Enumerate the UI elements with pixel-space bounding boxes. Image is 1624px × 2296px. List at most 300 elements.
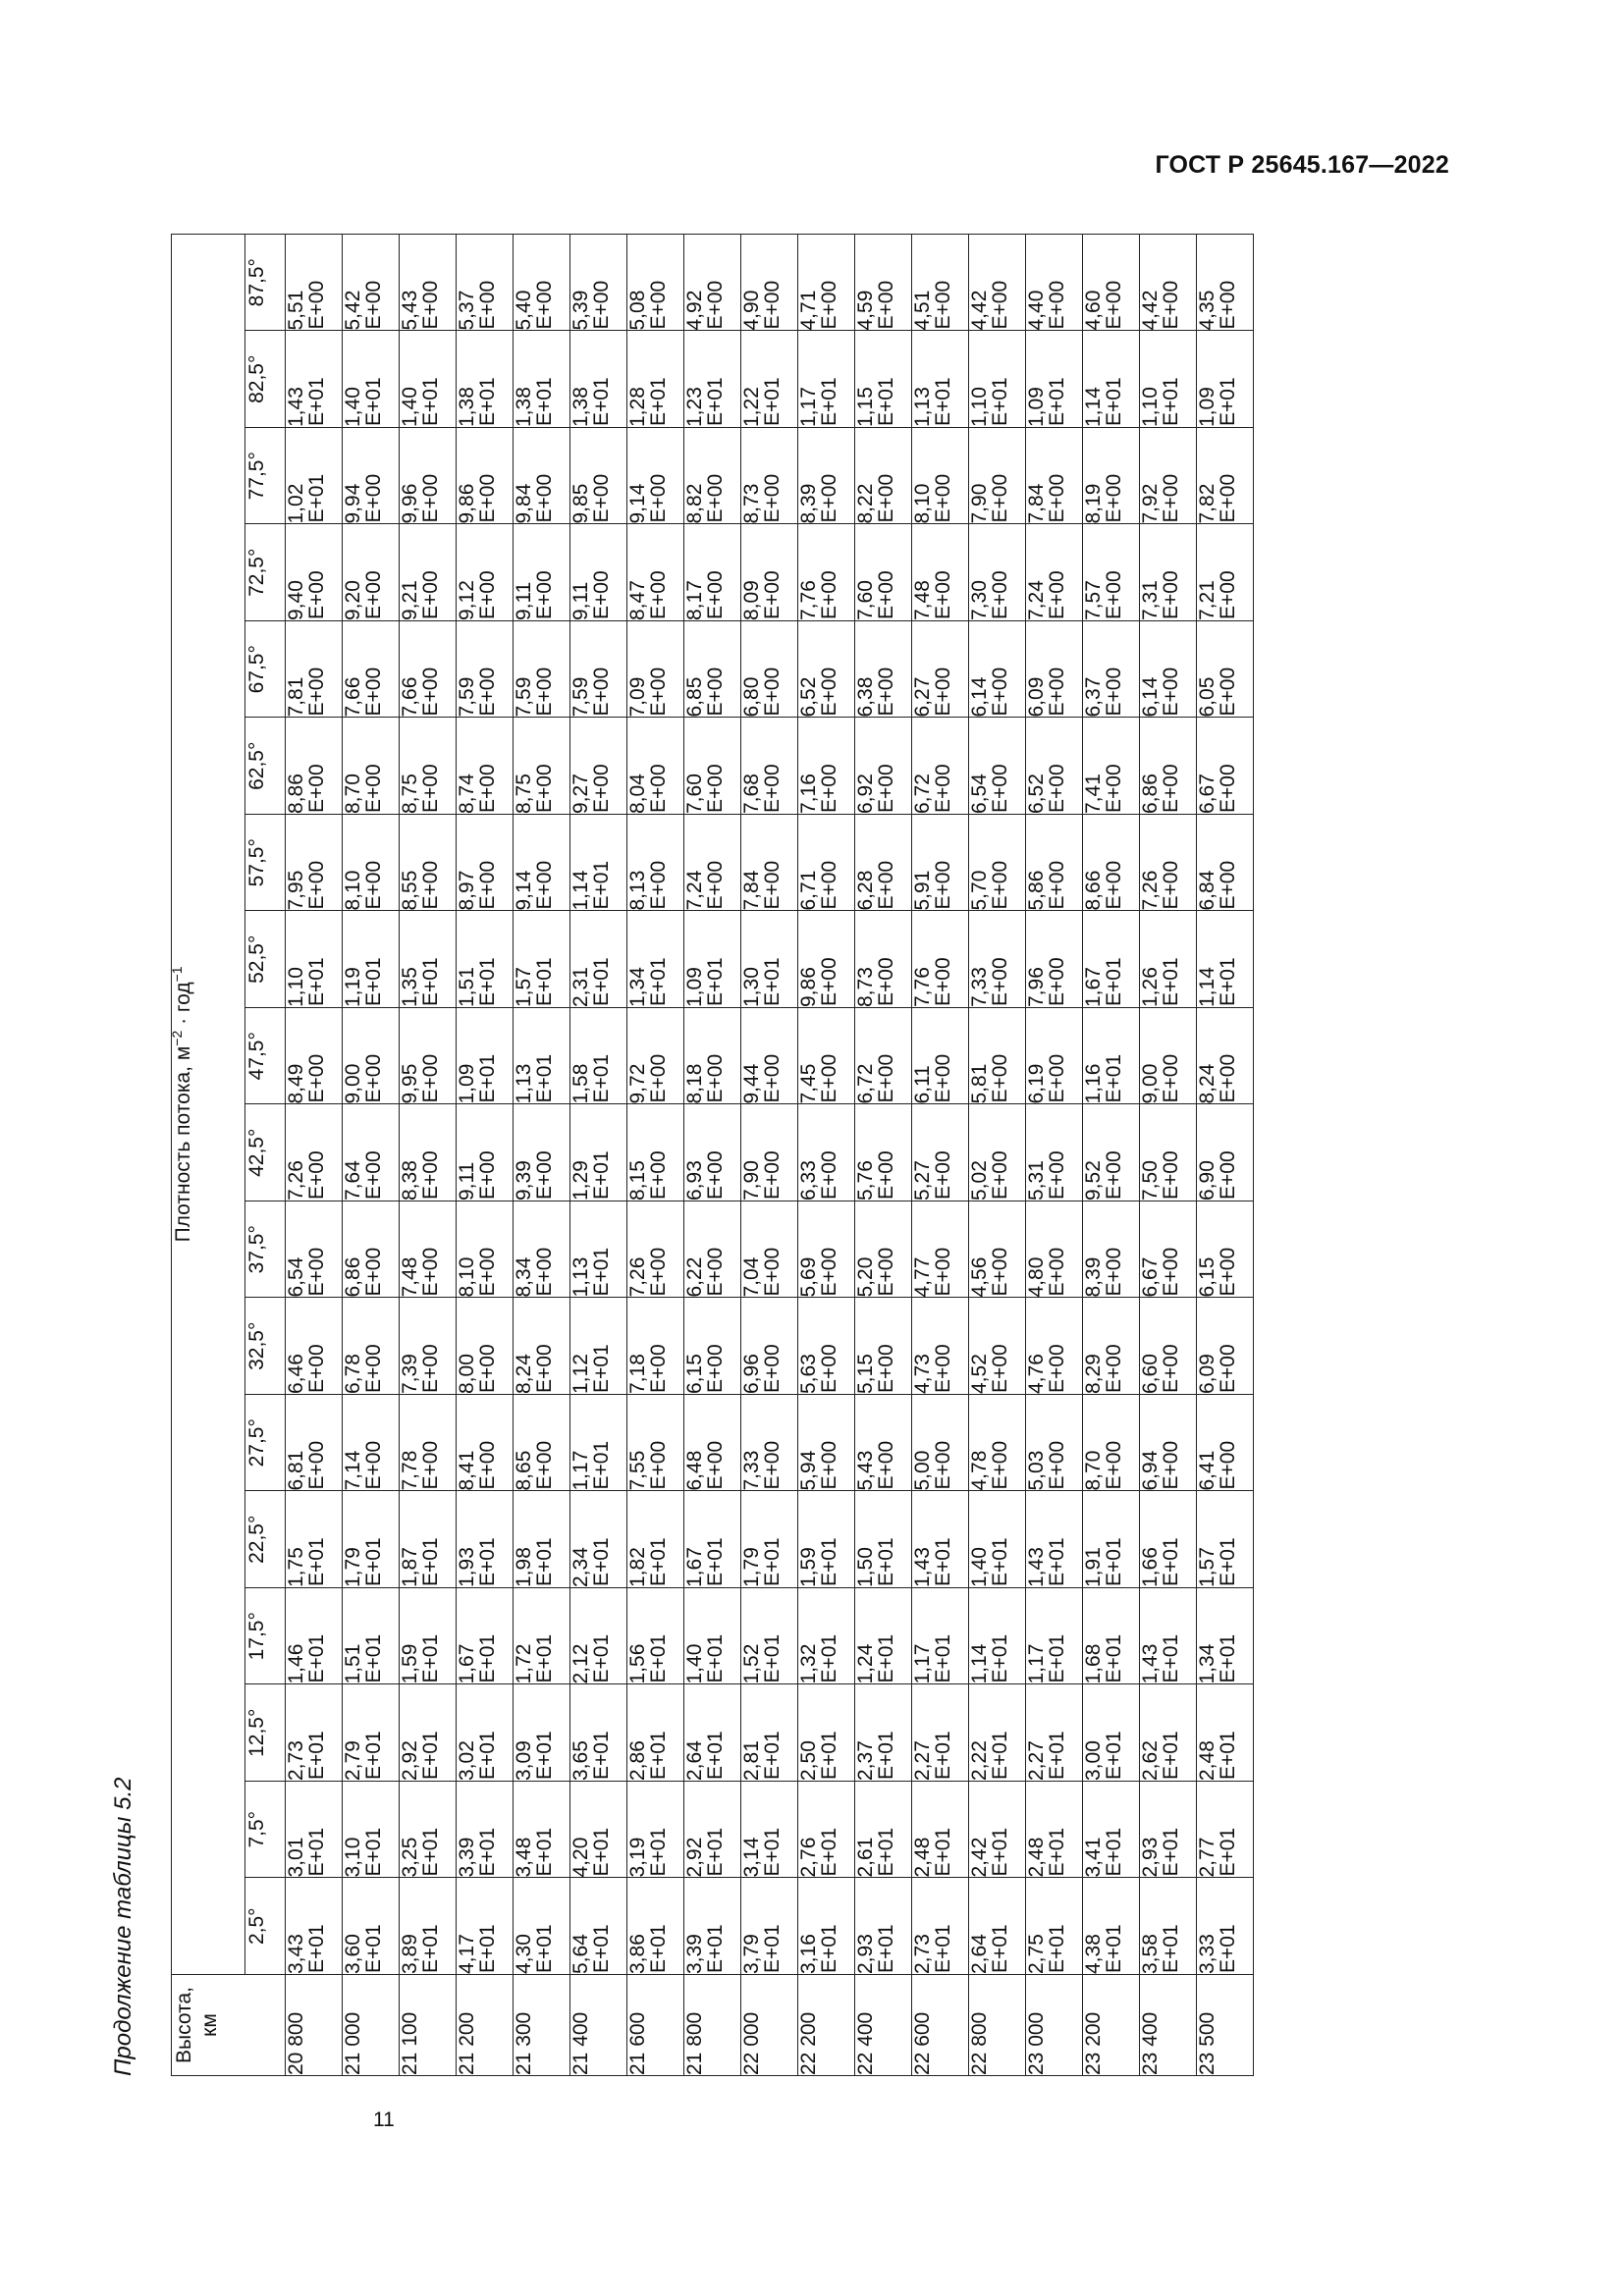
flux-mantissa: 8,49 <box>285 1063 307 1104</box>
flux-value-cell <box>1083 621 1140 719</box>
flux-value-cell <box>855 1201 912 1299</box>
flux-mantissa: 3,39 <box>456 1837 478 1878</box>
flux-exponent: E+01 <box>1160 1633 1183 1683</box>
flux-mantissa: 1,34 <box>1196 1643 1218 1684</box>
flux-value-cell <box>457 1878 514 1975</box>
flux-exponent: E+01 <box>419 1827 443 1877</box>
flux-exponent: E+00 <box>704 1344 728 1393</box>
flux-value-cell <box>343 234 400 331</box>
flux-mantissa: 1,79 <box>740 1547 763 1587</box>
flux-value-cell <box>1083 1878 1140 1975</box>
flux-exponent: E+00 <box>1103 1440 1126 1490</box>
flux-value-cell <box>570 234 627 331</box>
flux-exponent: E+00 <box>1046 280 1069 330</box>
flux-value-cell <box>741 1395 798 1492</box>
flux-value-cell <box>912 1201 969 1299</box>
flux-value-cell <box>798 1201 855 1299</box>
flux-value-cell <box>627 1684 684 1782</box>
flux-exponent: E+00 <box>932 570 955 619</box>
flux-mantissa: 1,75 <box>285 1547 307 1587</box>
flux-exponent: E+00 <box>1160 1247 1183 1297</box>
flux-value-cell <box>457 1491 514 1588</box>
flux-value-cell <box>457 621 514 719</box>
flux-mantissa: 1,19 <box>342 967 364 1007</box>
flux-value-cell <box>400 234 457 331</box>
flux-mantissa: 2,79 <box>342 1740 364 1781</box>
flux-value-cell <box>1026 1008 1083 1105</box>
flux-mantissa: 2,93 <box>1139 1837 1162 1878</box>
flux-exponent: E+01 <box>305 377 329 426</box>
flux-mantissa: 4,42 <box>968 290 991 331</box>
flux-value-cell <box>798 1588 855 1685</box>
flux-mantissa: 6,72 <box>911 774 934 814</box>
flux-mantissa: 1,22 <box>740 387 763 427</box>
flux-exponent: E+01 <box>647 1537 671 1586</box>
flux-exponent: E+00 <box>704 1150 728 1200</box>
flux-mantissa: 5,20 <box>854 1256 877 1298</box>
flux-exponent: E+00 <box>419 1440 443 1490</box>
flux-value-cell <box>343 621 400 719</box>
flux-exponent: E+01 <box>590 1924 614 1973</box>
flux-value-cell <box>1140 911 1197 1008</box>
flux-mantissa: 5,69 <box>797 1256 820 1298</box>
flux-mantissa: 6,14 <box>968 676 991 718</box>
flux-exponent: E+01 <box>1103 1633 1126 1683</box>
flux-exponent: E+01 <box>590 1633 614 1683</box>
flux-exponent: E+01 <box>1217 1633 1240 1683</box>
flux-exponent: E+00 <box>1217 1247 1240 1297</box>
flux-mantissa: 5,31 <box>1025 1160 1048 1201</box>
flux-mantissa: 1,15 <box>854 387 877 427</box>
flux-value-cell <box>286 1491 343 1588</box>
flux-mantissa: 5,40 <box>513 290 535 331</box>
flux-exponent: E+01 <box>1160 1924 1183 1973</box>
flux-mantissa: 6,60 <box>1139 1354 1162 1394</box>
flux-value-cell <box>400 1298 457 1395</box>
flux-mantissa: 9,39 <box>513 1160 535 1201</box>
flux-value-cell <box>684 621 741 719</box>
flux-value-cell <box>969 1008 1026 1105</box>
flux-mantissa: 3,60 <box>342 1934 364 1974</box>
flux-mantissa: 6,14 <box>1139 676 1162 718</box>
flux-mantissa: 1,43 <box>285 387 307 427</box>
altitude-cell: 22 200 <box>798 1975 855 2076</box>
flux-exponent: E+00 <box>419 570 443 619</box>
flux-exponent: E+00 <box>932 860 955 910</box>
altitude-cell: 23 200 <box>1083 1975 1140 2076</box>
flux-mantissa: 7,78 <box>399 1450 421 1491</box>
flux-exponent: E+01 <box>305 1537 329 1586</box>
flux-mantissa: 1,14 <box>968 1643 991 1684</box>
flux-value-cell <box>912 911 969 1008</box>
flux-mantissa: 1,26 <box>1139 967 1162 1007</box>
flux-mantissa: 4,42 <box>1139 290 1162 331</box>
altitude-header-label: Высота, <box>173 1987 195 2063</box>
flux-value-cell <box>741 1782 798 1879</box>
flux-value-cell <box>684 1104 741 1201</box>
flux-exponent: E+00 <box>476 764 500 813</box>
table-row <box>343 234 400 2075</box>
flux-mantissa: 8,97 <box>456 870 478 911</box>
flux-value-cell <box>400 1491 457 1588</box>
flux-exponent: E+00 <box>305 1440 329 1490</box>
flux-value-cell <box>1026 1201 1083 1299</box>
flux-mantissa: 5,81 <box>968 1063 991 1104</box>
flux-value-cell <box>1026 1782 1083 1879</box>
flux-value-cell <box>969 1395 1026 1492</box>
flux-mantissa: 6,15 <box>1196 1256 1218 1298</box>
flux-exponent: E+01 <box>590 1053 614 1103</box>
flux-mantissa: 1,17 <box>569 1450 592 1491</box>
flux-exponent: E+00 <box>761 1344 785 1393</box>
flux-value-cell <box>855 1878 912 1975</box>
flux-exponent: E+00 <box>818 1247 841 1297</box>
flux-exponent: E+00 <box>1217 1440 1240 1490</box>
flux-exponent: E+00 <box>533 764 557 813</box>
flux-exponent: E+00 <box>362 860 386 910</box>
flux-mantissa: 7,59 <box>513 676 535 718</box>
flux-exponent: E+01 <box>1046 1537 1069 1586</box>
flux-value-cell <box>343 911 400 1008</box>
flux-value-cell <box>684 718 741 815</box>
flux-exponent: E+01 <box>818 1731 841 1780</box>
flux-mantissa: 1,43 <box>1139 1643 1162 1684</box>
flux-mantissa: 3,79 <box>740 1934 763 1974</box>
flux-exponent: E+01 <box>647 377 671 426</box>
flux-exponent: E+00 <box>1217 860 1240 910</box>
flux-mantissa: 4,73 <box>911 1354 934 1394</box>
flux-value-cell <box>400 1782 457 1879</box>
flux-exponent: E+01 <box>1160 957 1183 1006</box>
flux-mantissa: 1,66 <box>1139 1547 1162 1587</box>
flux-exponent: E+01 <box>533 377 557 426</box>
flux-exponent: E+00 <box>761 667 785 717</box>
flux-mantissa: 1,51 <box>456 967 478 1007</box>
flux-mantissa: 1,56 <box>626 1643 649 1684</box>
flux-mantissa: 1,13 <box>513 1063 535 1104</box>
flux-mantissa: 1,09 <box>456 1063 478 1104</box>
flux-exponent: E+00 <box>647 1053 671 1103</box>
flux-mantissa: 4,76 <box>1025 1354 1048 1394</box>
flux-value-cell <box>627 621 684 719</box>
flux-mantissa: 6,09 <box>1025 676 1048 718</box>
flux-mantissa: 9,00 <box>1139 1063 1162 1104</box>
flux-mantissa: 7,90 <box>968 483 991 524</box>
flux-exponent: E+01 <box>419 1633 443 1683</box>
flux-value-cell <box>570 911 627 1008</box>
flux-exponent: E+01 <box>761 1731 785 1780</box>
flux-value-cell <box>855 524 912 621</box>
flux-value-cell <box>343 1588 400 1685</box>
flux-mantissa: 6,78 <box>342 1354 364 1394</box>
flux-value-cell <box>855 1008 912 1105</box>
flux-value-cell <box>1197 1008 1254 1105</box>
flux-mantissa: 1,57 <box>1196 1547 1218 1587</box>
flux-mantissa: 7,55 <box>626 1450 649 1491</box>
flux-mantissa: 7,18 <box>626 1354 649 1394</box>
flux-exponent: E+01 <box>305 1633 329 1683</box>
flux-mantissa: 2,61 <box>854 1837 877 1878</box>
angle-header: 62,5° <box>245 718 286 815</box>
flux-exponent: E+00 <box>305 280 329 330</box>
flux-value-cell <box>400 428 457 525</box>
flux-exponent: E+00 <box>875 473 898 523</box>
flux-value-cell <box>400 1201 457 1299</box>
flux-value-cell <box>798 911 855 1008</box>
flux-exponent: E+00 <box>590 667 614 717</box>
flux-value-cell <box>1197 1491 1254 1588</box>
table-row <box>855 234 912 2075</box>
flux-mantissa: 5,08 <box>626 290 649 331</box>
flux-exponent: E+00 <box>419 1053 443 1103</box>
flux-value-cell <box>798 718 855 815</box>
flux-value-cell <box>1026 234 1083 331</box>
table-row <box>798 234 855 2075</box>
flux-exponent: E+00 <box>932 667 955 717</box>
flux-value-cell <box>969 428 1026 525</box>
flux-exponent: E+01 <box>533 1924 557 1973</box>
flux-exponent: E+00 <box>761 280 785 330</box>
flux-mantissa: 7,48 <box>399 1256 421 1298</box>
flux-value-cell <box>1140 815 1197 912</box>
flux-exponent: E+01 <box>1103 1537 1126 1586</box>
flux-exponent: E+00 <box>1103 1247 1126 1297</box>
flux-value-cell <box>286 428 343 525</box>
flux-mantissa: 4,17 <box>456 1934 478 1974</box>
flux-mantissa: 1,28 <box>626 387 649 427</box>
flux-exponent: E+00 <box>647 473 671 523</box>
flux-exponent: E+01 <box>989 377 1012 426</box>
flux-value-cell <box>343 1491 400 1588</box>
flux-mantissa: 9,00 <box>342 1063 364 1104</box>
flux-exponent: E+00 <box>818 1150 841 1200</box>
flux-value-cell <box>969 1201 1026 1299</box>
flux-mantissa: 1,72 <box>513 1643 535 1684</box>
flux-exponent: E+01 <box>1217 1731 1240 1780</box>
flux-value-cell <box>627 1298 684 1395</box>
flux-mantissa: 6,96 <box>740 1354 763 1394</box>
flux-exponent: E+01 <box>419 1924 443 1973</box>
flux-mantissa: 3,89 <box>399 1934 421 1974</box>
flux-exponent: E+00 <box>647 764 671 813</box>
flux-value-cell <box>1026 815 1083 912</box>
flux-mantissa: 5,03 <box>1025 1450 1048 1491</box>
flux-mantissa: 7,90 <box>740 1160 763 1201</box>
flux-exponent: E+00 <box>761 1150 785 1200</box>
flux-exponent: E+00 <box>647 1247 671 1297</box>
flux-exponent: E+00 <box>1046 957 1069 1006</box>
flux-value-cell <box>855 1104 912 1201</box>
flux-exponent: E+00 <box>989 1344 1012 1393</box>
flux-exponent: E+00 <box>989 1247 1012 1297</box>
flux-exponent: E+01 <box>1160 377 1183 426</box>
flux-value-cell <box>627 1878 684 1975</box>
flux-exponent: E+00 <box>761 473 785 523</box>
flux-exponent: E+01 <box>362 377 386 426</box>
flux-value-cell <box>1083 815 1140 912</box>
flux-mantissa: 7,09 <box>626 676 649 718</box>
flux-exponent: E+01 <box>932 1633 955 1683</box>
flux-exponent: E+00 <box>590 570 614 619</box>
flux-exponent: E+00 <box>989 957 1012 1006</box>
flux-exponent: E+00 <box>875 667 898 717</box>
flux-mantissa: 9,86 <box>797 967 820 1007</box>
flux-mantissa: 1,14 <box>1082 387 1105 427</box>
flux-exponent: E+00 <box>761 764 785 813</box>
flux-mantissa: 4,52 <box>968 1354 991 1394</box>
flux-value-cell <box>855 234 912 331</box>
flux-exponent: E+00 <box>362 473 386 523</box>
table-row <box>912 234 969 2075</box>
angle-header: 7,5° <box>245 1782 286 1879</box>
flux-value-cell <box>1197 1395 1254 1492</box>
flux-mantissa: 7,66 <box>399 676 421 718</box>
flux-exponent: E+00 <box>1046 1440 1069 1490</box>
flux-value-cell <box>400 1588 457 1685</box>
flux-value-cell <box>400 718 457 815</box>
flux-value-cell <box>912 1395 969 1492</box>
flux-value-cell <box>1197 1104 1254 1201</box>
flux-exponent: E+01 <box>704 1924 728 1973</box>
flux-exponent: E+01 <box>875 1633 898 1683</box>
flux-mantissa: 1,67 <box>1082 967 1105 1007</box>
flux-value-cell <box>400 911 457 1008</box>
flux-exponent: E+01 <box>1046 1731 1069 1780</box>
flux-value-cell <box>684 1008 741 1105</box>
flux-exponent: E+01 <box>704 957 728 1006</box>
flux-mantissa: 9,14 <box>513 870 535 911</box>
flux-exponent: E+01 <box>1103 1053 1126 1103</box>
flux-exponent: E+00 <box>1160 280 1183 330</box>
flux-value-cell <box>741 1878 798 1975</box>
flux-exponent: E+01 <box>875 1731 898 1780</box>
flux-value-cell <box>1197 621 1254 719</box>
flux-exponent: E+00 <box>305 1053 329 1103</box>
flux-mantissa: 2,93 <box>854 1934 877 1974</box>
flux-value-cell <box>286 1395 343 1492</box>
flux-value-cell <box>286 815 343 912</box>
angle-header-row <box>245 234 286 2075</box>
flux-value-cell <box>1140 1395 1197 1492</box>
flux-mantissa: 6,90 <box>1196 1160 1218 1201</box>
flux-value-cell <box>286 718 343 815</box>
flux-exponent: E+00 <box>1217 1344 1240 1393</box>
flux-value-cell <box>570 815 627 912</box>
flux-exponent: E+00 <box>305 1150 329 1200</box>
flux-mantissa: 3,01 <box>285 1837 307 1878</box>
flux-exponent: E+00 <box>932 957 955 1006</box>
flux-value-cell <box>855 1588 912 1685</box>
flux-value-cell <box>912 331 969 428</box>
flux-mantissa: 1,12 <box>569 1354 592 1394</box>
flux-mantissa: 7,50 <box>1139 1160 1162 1201</box>
flux-mantissa: 7,39 <box>399 1354 421 1394</box>
flux-value-cell <box>741 1008 798 1105</box>
flux-exponent: E+00 <box>818 1440 841 1490</box>
flux-value-cell <box>1197 911 1254 1008</box>
flux-mantissa: 9,12 <box>456 580 478 620</box>
flux-mantissa: 6,09 <box>1196 1354 1218 1394</box>
flux-mantissa: 7,59 <box>569 676 592 718</box>
flux-value-cell <box>1140 718 1197 815</box>
flux-value-cell <box>343 1395 400 1492</box>
flux-value-cell <box>969 1782 1026 1879</box>
flux-mantissa: 8,34 <box>513 1256 535 1298</box>
flux-mantissa: 3,39 <box>683 1934 706 1974</box>
flux-mantissa: 4,77 <box>911 1256 934 1298</box>
flux-value-cell <box>514 331 570 428</box>
flux-exponent: E+00 <box>1217 280 1240 330</box>
flux-mantissa: 7,57 <box>1082 580 1105 620</box>
flux-mantissa: 4,78 <box>968 1450 991 1491</box>
flux-mantissa: 4,90 <box>740 290 763 331</box>
flux-mantissa: 8,04 <box>626 774 649 814</box>
flux-exponent: E+01 <box>1046 1633 1069 1683</box>
flux-exponent: E+00 <box>362 667 386 717</box>
flux-value-cell <box>457 718 514 815</box>
flux-value-cell <box>1197 815 1254 912</box>
flux-value-cell <box>514 1491 570 1588</box>
flux-exponent: E+01 <box>875 1537 898 1586</box>
flux-mantissa: 2,62 <box>1139 1740 1162 1781</box>
flux-exponent: E+01 <box>1217 1924 1240 1973</box>
flux-exponent: E+01 <box>533 1633 557 1683</box>
flux-value-cell <box>570 1298 627 1395</box>
flux-value-cell <box>969 621 1026 719</box>
flux-value-cell <box>1083 1104 1140 1201</box>
altitude-cell: 23 500 <box>1197 1975 1254 2076</box>
flux-mantissa: 3,10 <box>342 1837 364 1878</box>
flux-value-cell <box>1140 331 1197 428</box>
flux-value-cell <box>1197 428 1254 525</box>
flux-exponent: E+01 <box>590 377 614 426</box>
flux-mantissa: 8,39 <box>797 483 820 524</box>
flux-exponent: E+00 <box>533 1247 557 1297</box>
flux-mantissa: 8,73 <box>740 483 763 524</box>
flux-exponent: E+00 <box>1217 667 1240 717</box>
flux-exponent: E+00 <box>1160 667 1183 717</box>
flux-mantissa: 2,27 <box>1025 1740 1048 1781</box>
flux-value-cell <box>514 1395 570 1492</box>
flux-value-cell <box>343 815 400 912</box>
flux-exponent: E+01 <box>476 377 500 426</box>
angle-header: 22,5° <box>245 1491 286 1588</box>
altitude-header-unit: км <box>198 2013 222 2037</box>
flux-exponent: E+00 <box>419 860 443 910</box>
rotated-table-block <box>110 201 1437 2076</box>
flux-value-cell <box>1026 1104 1083 1201</box>
flux-value-cell <box>627 1588 684 1685</box>
flux-exponent: E+00 <box>1103 860 1126 910</box>
angle-header: 42,5° <box>245 1104 286 1201</box>
flux-mantissa: 4,38 <box>1082 1934 1105 1974</box>
flux-exponent: E+01 <box>419 957 443 1006</box>
flux-exponent: E+00 <box>476 860 500 910</box>
flux-mantissa: 6,38 <box>854 676 877 718</box>
flux-exponent: E+01 <box>1103 1731 1126 1780</box>
flux-value-cell <box>514 524 570 621</box>
flux-exponent: E+00 <box>533 1150 557 1200</box>
flux-mantissa: 8,73 <box>854 967 877 1007</box>
flux-exponent: E+01 <box>305 1731 329 1780</box>
flux-value-cell <box>684 911 741 1008</box>
flux-exponent: E+01 <box>761 377 785 426</box>
flux-mantissa: 9,14 <box>626 483 649 524</box>
flux-mantissa: 2,64 <box>683 1740 706 1781</box>
flux-exponent: E+00 <box>1217 1150 1240 1200</box>
altitude-cell: 20 800 <box>286 1975 343 2076</box>
flux-exponent: E+00 <box>419 1247 443 1297</box>
